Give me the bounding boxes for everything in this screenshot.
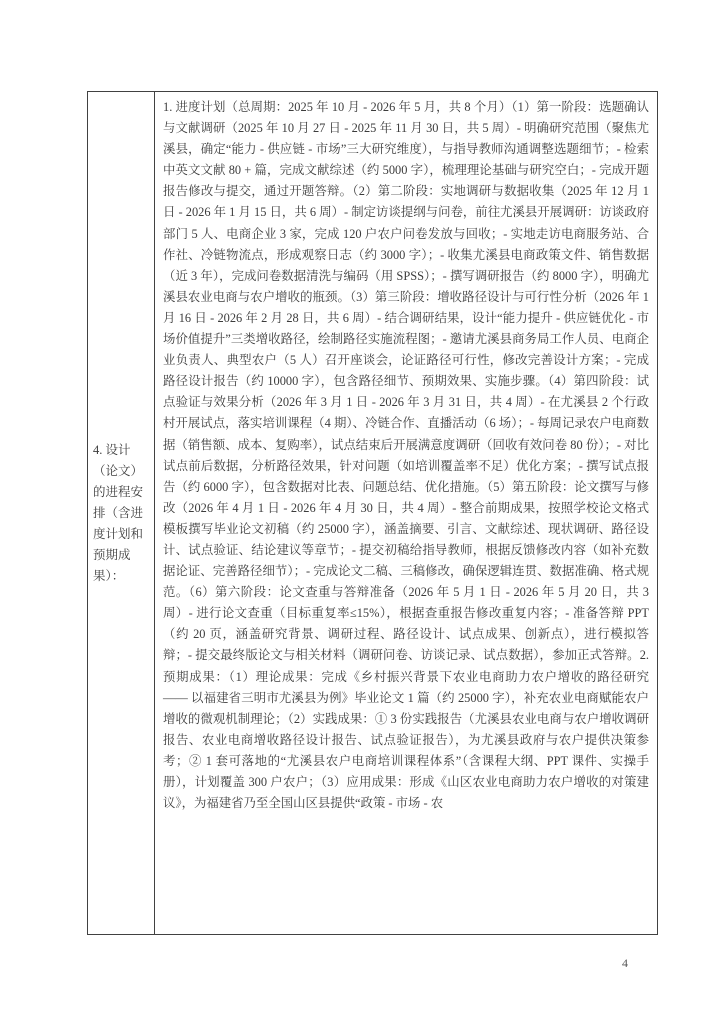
row-label-cell bbox=[88, 92, 155, 934]
thesis-schedule-table bbox=[87, 91, 658, 935]
page-number: 4 bbox=[622, 956, 628, 970]
schedule-and-expected-results-text: 1. 进度计划（总周期：2025 年 10 月 - 2026 年 5 月，共 8 个月）（1）第一阶段：选题确认与文献调研（2025 年 10 月 27 日 - 2025 年 11 月 30 日，共 5 周）- 明确研究范围（聚焦尤溪县，确定“能力 - 供应链 - 市场”三大研究维度），与指导教师沟通调整选题细节；- 检索中英文文献 80 + 篇，完成文献综述（约 5000 字），梳理理论基础与研究空白；- 完成开题报告修改与提交，通过开题答辩。（2）第二阶段：实地调研与数据收集（2025 年 12 月 1 日 - 2026 年 1 月 15 日，共 6 周）- 制定访谈提纲与问卷，前往尤溪县开展调研：访谈政府部门 5 人、电商企业 3 家，完成 120 户农户问卷发放与回收；- 实地走访电商服务站、合作社、冷链物流点，形成观察日志（约 3000 字）；- 收集尤溪县电商政策文件、销售数据（近 3 年），完成问卷数据清洗与编码（用 SPSS）；- 撰写调研报告（约 8000 字），明确尤溪县农业电商与农户增收的瓶颈。（3）第三阶段：增收路径设计与可行性分析（2026 年 1 月 16 日 - 2026 年 2 月 28 日，共 6 周）- 结合调研结果，设计“能力提升 - 供应链优化 - 市场价值提升”三类增收路径，绘制路径实施流程图；- 邀请尤溪县商务局工作人员、电商企业负责人、典型农户（5 人）召开座谈会，论证路径可行性，修改完善设计方案；- 完成路径设计报告（约 10000 字），包含路径细节、预期效果、实施步骤。（4）第四阶段：试点验证与效果分析（2026 年 3 月 1 日 - 2026 年 3 月 31 日，共 4 周）- 在尤溪县 2 个行政村开展试点，落实培训课程（4 期）、冷链合作、直播活动（6 场）；- 每周记录农户电商数据（销售额、成本、复购率），试点结束后开展满意度调研（回收有效问卷 80 份）；- 对比试点前后数据，分析路径效果，针对问题（如培训覆盖率不足）优化方案；- 撰写试点报告（约 6000 字），包含数据对比表、问题总结、优化措施。（5）第五阶段：论文撰写与修改（2026 年 4 月 1 日 - 2026 年 4 月 30 日，共 4 周）- 整合前期成果，按照学校论文格式模板撰写毕业论文初稿（约 25000 字），涵盖摘要、引言、文献综述、现状调研、路径设计、试点验证、结论建议等章节；- 提交初稿给指导教师，根据反馈修改内容（如补充数据论证、完善路径细节）；- 完成论文二稿、三稿修改，确保逻辑连贯、数据准确、格式规范。（6）第六阶段：论文查重与答辩准备（2026 年 5 月 1 日 - 2026 年 5 月 20 日，共 3 周）- 进行论文查重（目标重复率≤15%），根据查重报告修改重复内容；- 准备答辩 PPT（约 20 页，涵盖研究背景、调研过程、路径设计、试点成果、创新点），进行模拟答辩；- 提交最终版论文与相关材料（调研问卷、访谈记录、试点数据），参加正式答辩。2. 预期成果：（1）理论成果：完成《乡村振兴背景下农业电商助力农户增收的路径研究 —— 以福建省三明市尤溪县为例》毕业论文 1 篇（约 25000 字），补充农业电商赋能农户增收的微观机制理论；（2）实践成果：① 3 份实践报告（尤溪县农业电商与农户增收调研报告、农业电商增收路径设计报告、试点验证报告），为尤溪县政府与农户提供决策参考；② 1 套可落地的“尤溪县农户电商培训课程体系”（含课程大纲、PPT 课件、实操手册），计划覆盖 300 户农户；（3）应用成果：形成《山区农业电商助力农户增收的对策建议》，为福建省乃至全国山区县提供“政策 - 市场 - 农 bbox=[163, 100, 649, 811]
row-content-cell bbox=[155, 92, 657, 934]
row-label: 4. 设计（论文）的进程安排（含进度计划和预期成果）： bbox=[93, 442, 144, 583]
